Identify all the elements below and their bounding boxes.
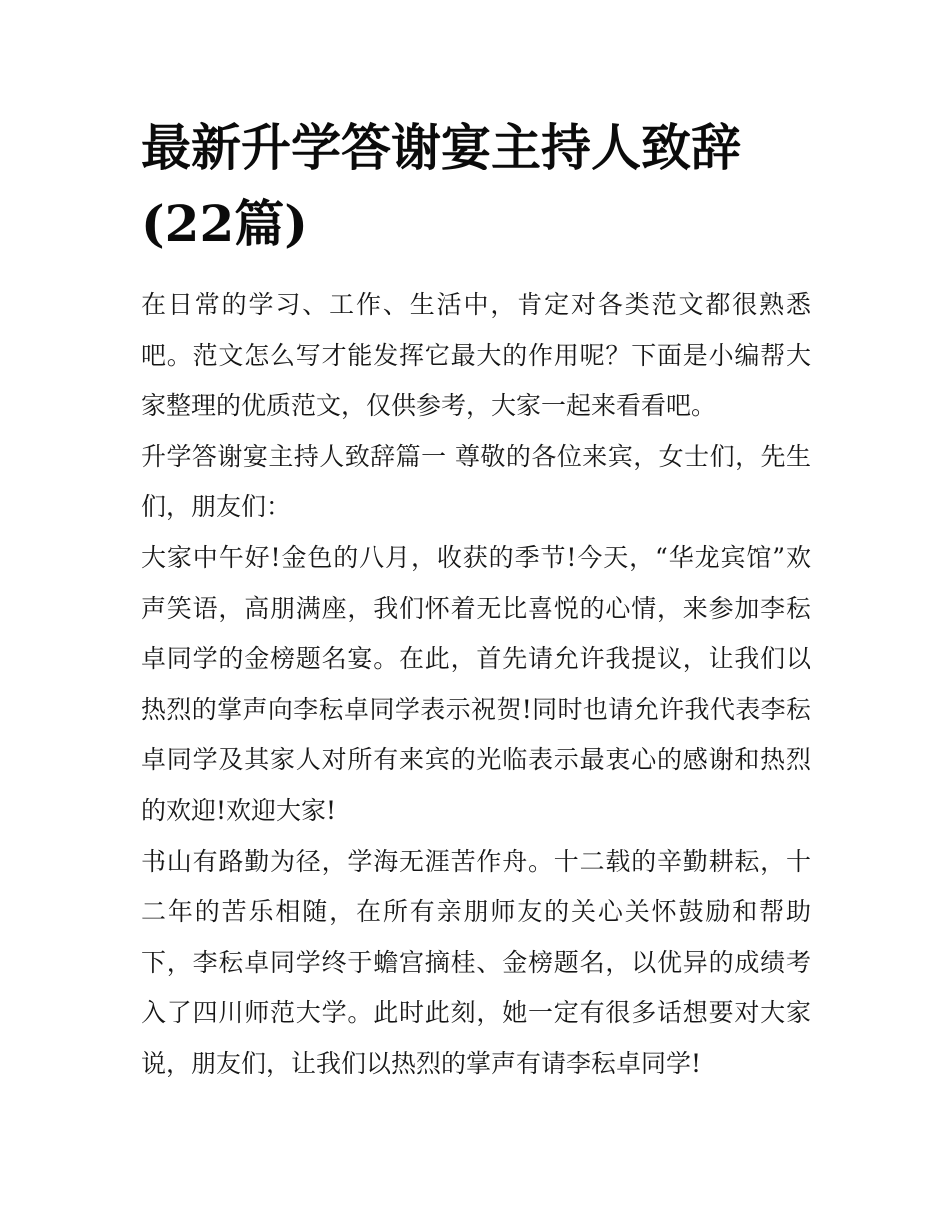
paragraph-achievement: 书山有路勤为径，学海无涯苦作舟。十二载的辛勤耕耘，十二年的苦乐相随，在所有亲朋师友的关心关怀鼓励和帮助下，李秐卓同学终于蟾宫摘桂、金榜题名，以优异的成绩考入了四川师范大学。此时此刻，她一定有很多话想要对大家说，朋友们，让我们以热烈的掌声有请李秐卓同学! xyxy=(141,846,811,1078)
paragraph-intro: 在日常的学习、工作、生活中，肯定对各类范文都很熟悉吧。范文怎么写才能发挥它最大的作用呢？下面是小编帮大家整理的优质范文，仅供参考，大家一起来看看吧。 xyxy=(141,290,811,421)
document-title: 最新升学答谢宴主持人致辞(22篇) xyxy=(141,118,741,253)
document-body xyxy=(141,110,811,1090)
paragraph-welcome: 大家中午好!金色的八月，收获的季节!今天，“华龙宾馆”欢声笑语，高朋满座，我们怀着无比喜悦的心情，来参加李秐卓同学的金榜题名宴。在此，首先请允许我提议，让我们以热烈的掌声向李秐卓同学表示祝贺!同时也请允许我代表李秐卓同学及其家人对所有来宾的光临表示最衷心的感谢和热烈的欢迎!欢迎大家! xyxy=(141,542,811,825)
paragraph-greeting: 升学答谢宴主持人致辞篇一 尊敬的各位来宾，女士们，先生们，朋友们： xyxy=(141,441,811,522)
